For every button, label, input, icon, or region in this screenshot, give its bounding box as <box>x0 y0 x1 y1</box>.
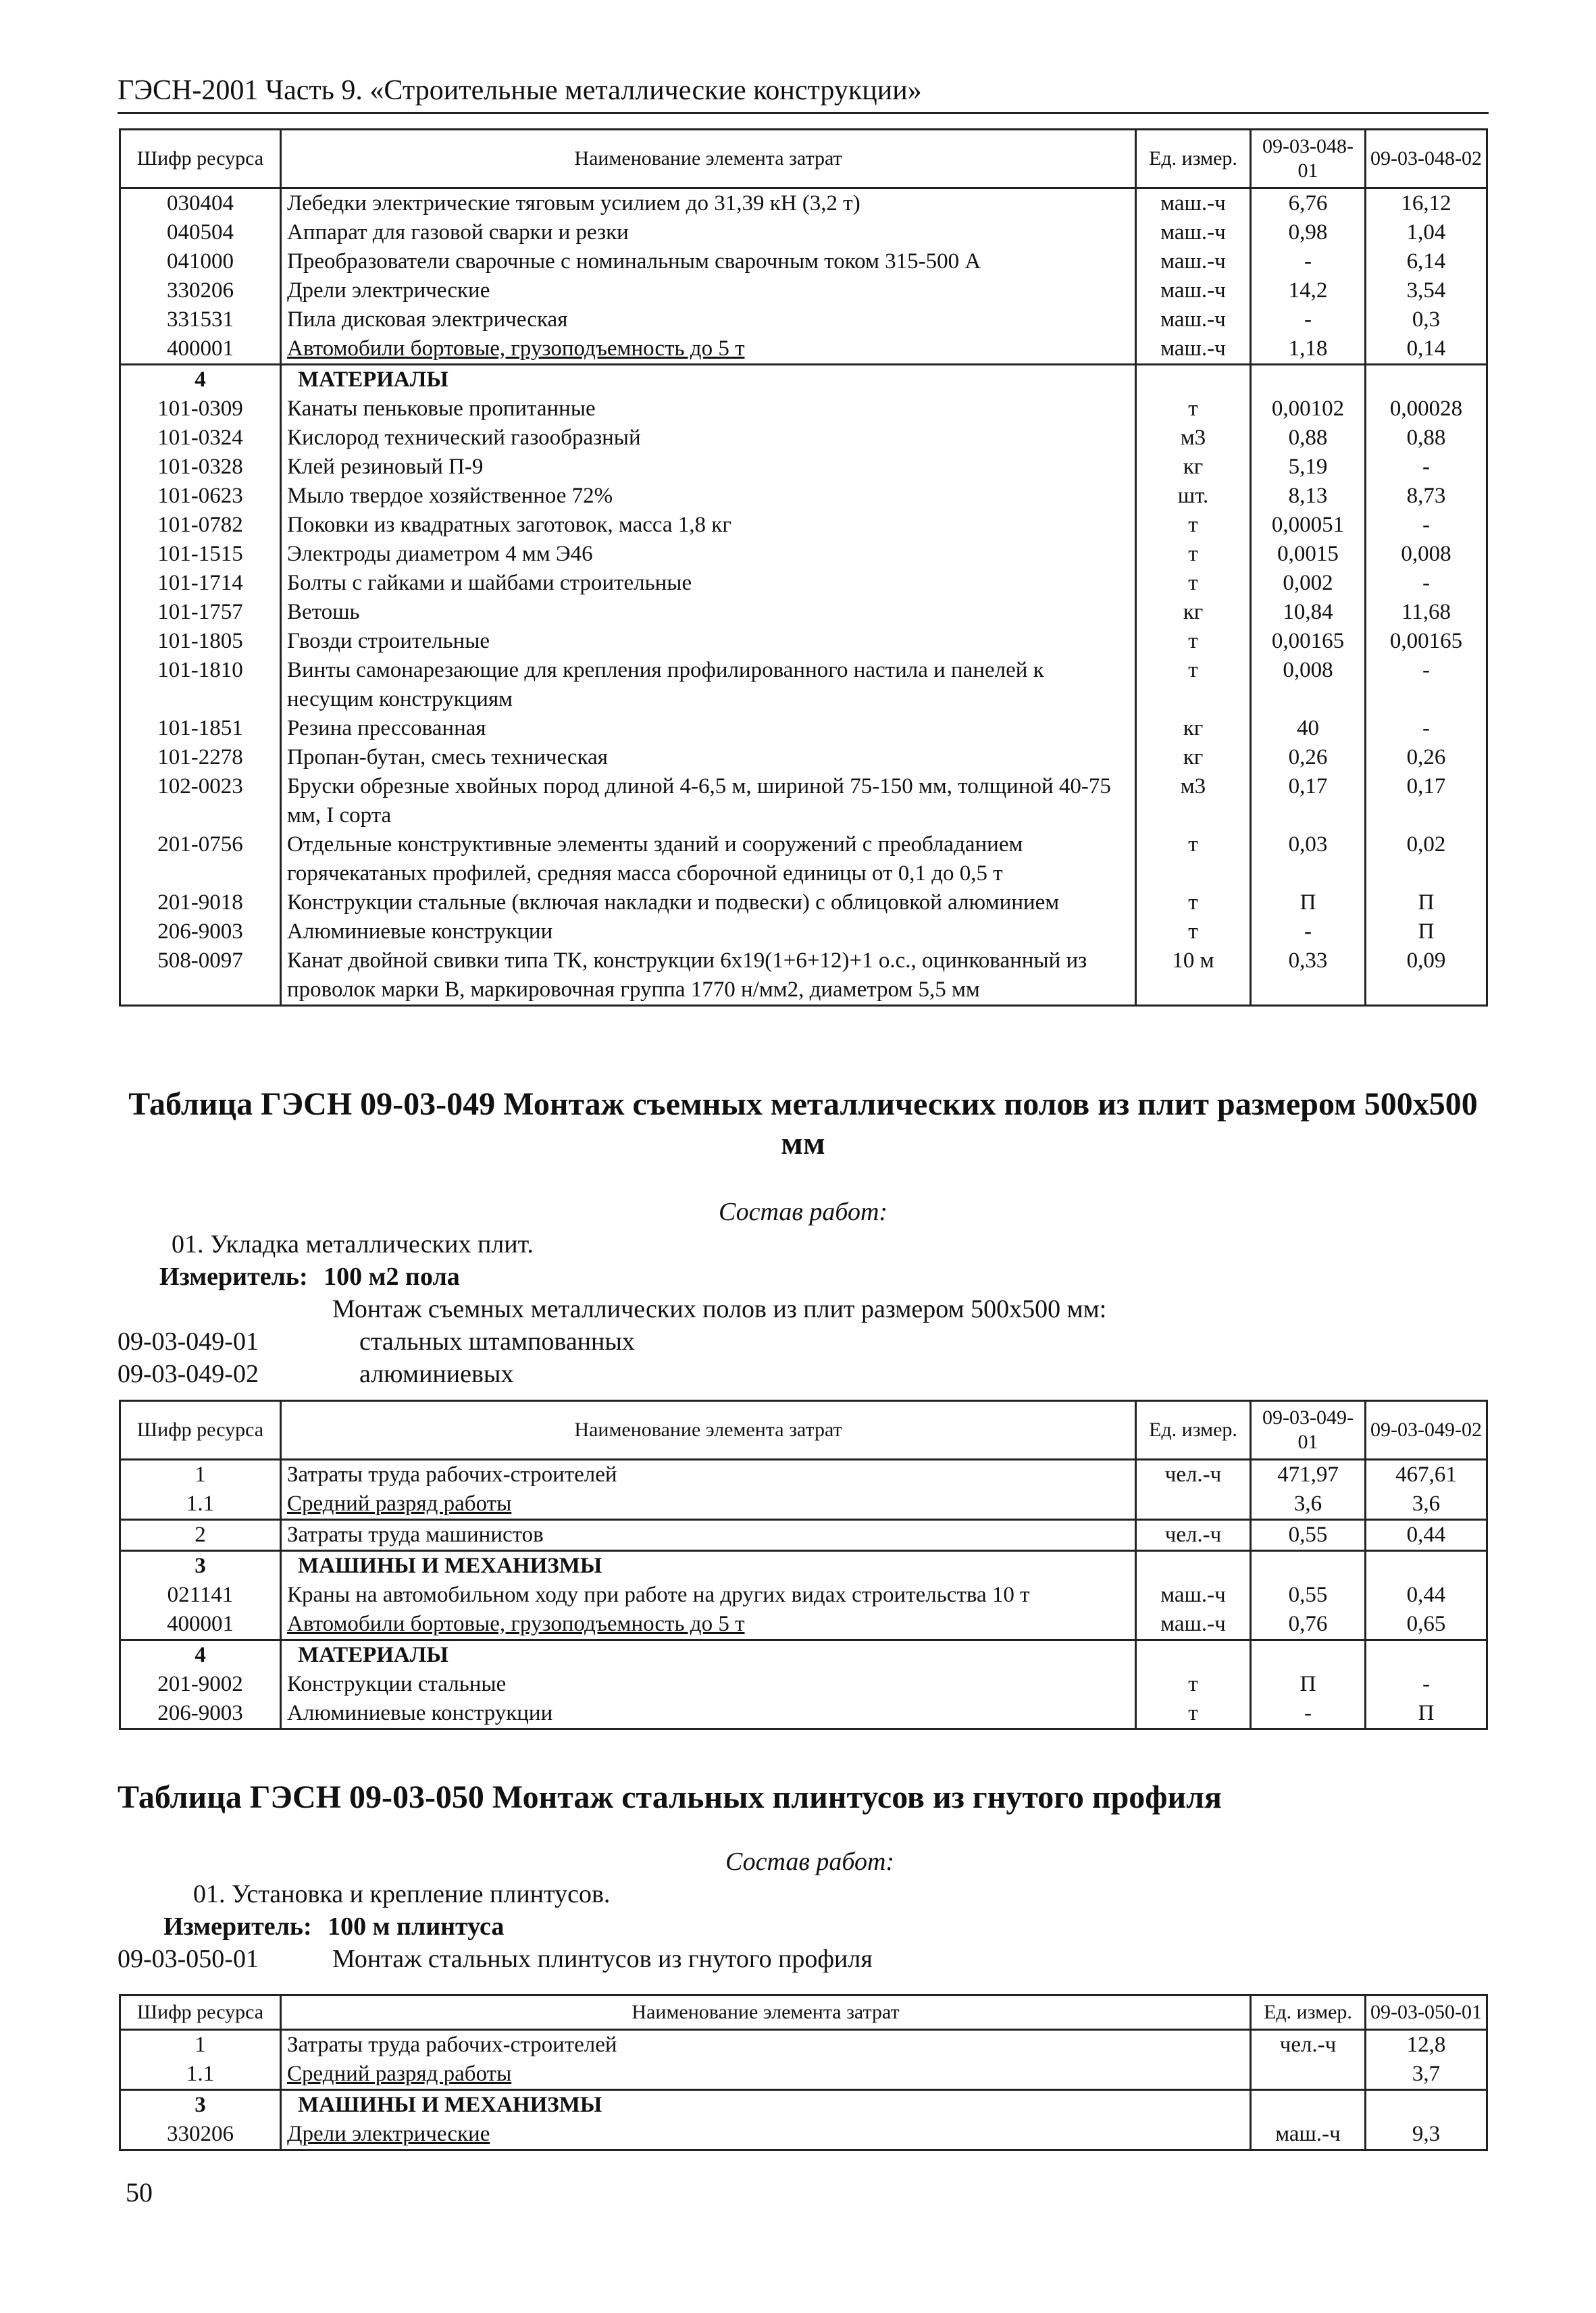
table-header-row <box>120 1401 1487 1460</box>
col-header-048-01: 09-03-048-01 <box>1251 130 1366 188</box>
resource-table-050 <box>119 1994 1488 2151</box>
table-row: 101-1714 Болты с гайками и шайбами строительные т 0,002 - <box>120 569 1487 598</box>
table-row: 201-0756 Отдельные конструктивные элементы зданий и сооружений с преобладанием горячекатаных профилей, средняя масса сборочной единицы от 0,1 до 0,5 т т 0,03 0,02 <box>120 830 1487 888</box>
table-row: 030404 Лебедки электрические тяговым усилием до 31,39 кН (3,2 т) маш.-ч 6,76 16,12 <box>120 188 1487 219</box>
work-item: 01. Укладка металлических плит. <box>172 1230 534 1259</box>
col-header-unit: Ед. измер. <box>1136 130 1251 188</box>
meter <box>163 1910 1489 1943</box>
table-row: 101-1851 Резина прессованная кг 40 - <box>120 714 1487 743</box>
table-row: 101-0309 Канаты пеньковые пропитанные т 0,00102 0,00028 <box>120 395 1487 424</box>
section-row-materials: 4 МАТЕРИАЛЫ <box>120 1640 1487 1671</box>
table-row: 101-0623 Мыло твердое хозяйственное 72% шт. 8,13 8,73 <box>120 482 1487 511</box>
table-row: 101-1757 Ветошь кг 10,84 11,68 <box>120 598 1487 627</box>
meter <box>159 1261 1489 1293</box>
table-row: 1 Затраты труда рабочих-строителей чел.-ч 12,8 <box>120 2030 1487 2060</box>
col-header-name: Наименование элемента затрат <box>281 1996 1251 2030</box>
col-header-049-01: 09-03-049-01 <box>1251 1401 1366 1460</box>
table-row: 331531 Пила дисковая электрическая маш.-ч - 0,3 <box>120 305 1487 334</box>
table-row: 1.1 Средний разряд работы 3,7 <box>120 2060 1487 2090</box>
meter-value: 100 м2 пола <box>324 1263 460 1291</box>
variant-row <box>118 1358 1489 1390</box>
table-row: 101-0782 Поковки из квадратных заготовок, масса 1,8 кг т 0,00051 - <box>120 511 1487 540</box>
table-row: 101-0328 Клей резиновый П-9 кг 5,19 - <box>120 453 1487 482</box>
table-row: 101-2278 Пропан-бутан, смесь техническая кг 0,26 0,26 <box>120 743 1487 772</box>
table-row: 101-1805 Гвозди строительные т 0,00165 0,00165 <box>120 627 1487 656</box>
table-row: 101-1810 Винты самонарезающие для крепления профилированного настила и панелей к несущим конструкциям т 0,008 - <box>120 656 1487 714</box>
table-row: 508-0097 Канат двойной свивки типа ТК, конструкции 6х19(1+6+12)+1 о.с., оцинкованный из проволок марки В, маркировочная группа 1770 н/мм2, диаметром 5,5 мм 10 м 0,33 0,09 <box>120 946 1487 1006</box>
variant-code: 09-03-049-01 <box>118 1327 259 1356</box>
meter-value: 100 м плинтуса <box>328 1912 505 1941</box>
resource-table-048 <box>119 128 1488 1007</box>
variants-intro: Монтаж съемных металлических полов из плит размером 500х500 мм: <box>332 1295 1107 1323</box>
table-row: 206-9003 Алюминиевые конструкции т - П <box>120 917 1487 946</box>
col-header-code: Шифр ресурса <box>120 130 281 188</box>
table-header-row <box>120 1996 1487 2030</box>
page-number: 50 <box>126 2177 153 2208</box>
col-header-048-02: 09-03-048-02 <box>1366 130 1487 188</box>
meter-label: Измеритель: <box>159 1263 308 1291</box>
col-header-code: Шифр ресурса <box>120 1996 281 2030</box>
work-composition-049 <box>118 1196 1489 1390</box>
col-header-name: Наименование элемента затрат <box>281 1401 1136 1460</box>
variant-text: Монтаж стальных плинтусов из гнутого профиля <box>332 1945 873 1973</box>
table-row: 101-1515 Электроды диаметром 4 мм Э46 т 0,0015 0,008 <box>120 540 1487 569</box>
col-header-049-02: 09-03-049-02 <box>1366 1401 1487 1460</box>
table-row: 1 Затраты труда рабочих-строителей чел.-ч 471,97 467,61 <box>120 1460 1487 1490</box>
section-row-machines: 3 МАШИНЫ И МЕХАНИЗМЫ <box>120 1551 1487 1581</box>
table-row: 101-0324 Кислород технический газообразный м3 0,88 0,88 <box>120 424 1487 453</box>
col-header-unit: Ед. измер. <box>1136 1401 1251 1460</box>
table-title-049: Таблица ГЭСН 09-03-049 Монтаж съемных металлических полов из плит размером 500х500 мм <box>128 1086 1478 1161</box>
table-row: 330206 Дрели электрические маш.-ч 9,3 <box>120 2120 1487 2150</box>
col-header-name: Наименование элемента затрат <box>281 130 1136 188</box>
work-composition-title: Состав работ: <box>719 1198 888 1226</box>
table-row: 201-9002 Конструкции стальные т П - <box>120 1670 1487 1699</box>
table-row: 330206 Дрели электрические маш.-ч 14,2 3,54 <box>120 276 1487 305</box>
resource-table-049 <box>119 1400 1488 1730</box>
work-composition-050 <box>118 1846 1489 1975</box>
section-row-materials: 4 МАТЕРИАЛЫ <box>120 365 1487 395</box>
table-row: 1.1 Средний разряд работы 3,6 3,6 <box>120 1490 1487 1520</box>
table-row: 040504 Аппарат для газовой сварки и резки маш.-ч 0,98 1,04 <box>120 218 1487 247</box>
col-header-050-01: 09-03-050-01 <box>1366 1996 1487 2030</box>
col-header-unit: Ед. измер. <box>1251 1996 1366 2030</box>
table-row: 206-9003 Алюминиевые конструкции т - П <box>120 1699 1487 1729</box>
table-row: 201-9018 Конструкции стальные (включая накладки и подвески) с облицовкой алюминием т П П <box>120 888 1487 917</box>
table-row: 041000 Преобразователи сварочные с номинальным сварочным током 315-500 А маш.-ч - 6,14 <box>120 247 1487 276</box>
variant-code: 09-03-049-02 <box>118 1360 259 1388</box>
work-item: 01. Установка и крепление плинтусов. <box>193 1880 611 1908</box>
table-row: 102-0023 Бруски обрезные хвойных пород длиной 4-6,5 м, шириной 75-150 мм, толщиной 40-75 мм, I сорта м3 0,17 0,17 <box>120 772 1487 830</box>
variant-text: стальных штампованных <box>359 1327 635 1356</box>
table-row: 400001 Автомобили бортовые, грузоподъемность до 5 т маш.-ч 0,76 0,65 <box>120 1610 1487 1640</box>
table-row: 400001 Автомобили бортовые, грузоподъемность до 5 т маш.-ч 1,18 0,14 <box>120 334 1487 365</box>
meter-label: Измеритель: <box>163 1912 312 1941</box>
table-row: 2 Затраты труда машинистов чел.-ч 0,55 0,44 <box>120 1520 1487 1551</box>
variant-row <box>118 1943 1489 1975</box>
variant-code: 09-03-050-01 <box>118 1945 259 1973</box>
table-row: 021141 Краны на автомобильном ходу при работе на других видах строительства 10 т маш.-ч 0,55 0,44 <box>120 1581 1487 1610</box>
section-row-machines: 3 МАШИНЫ И МЕХАНИЗМЫ <box>120 2090 1487 2120</box>
work-composition-title: Состав работ: <box>725 1848 895 1876</box>
variant-row <box>118 1325 1489 1358</box>
table-title-050: Таблица ГЭСН 09-03-050 Монтаж стальных плинтусов из гнутого профиля <box>118 1779 1222 1815</box>
col-header-code: Шифр ресурса <box>120 1401 281 1460</box>
running-header: ГЭСН-2001 Часть 9. «Строительные металлические конструкции» <box>118 73 1489 114</box>
variant-text: алюминиевых <box>359 1360 514 1388</box>
table-header-row <box>120 130 1487 188</box>
